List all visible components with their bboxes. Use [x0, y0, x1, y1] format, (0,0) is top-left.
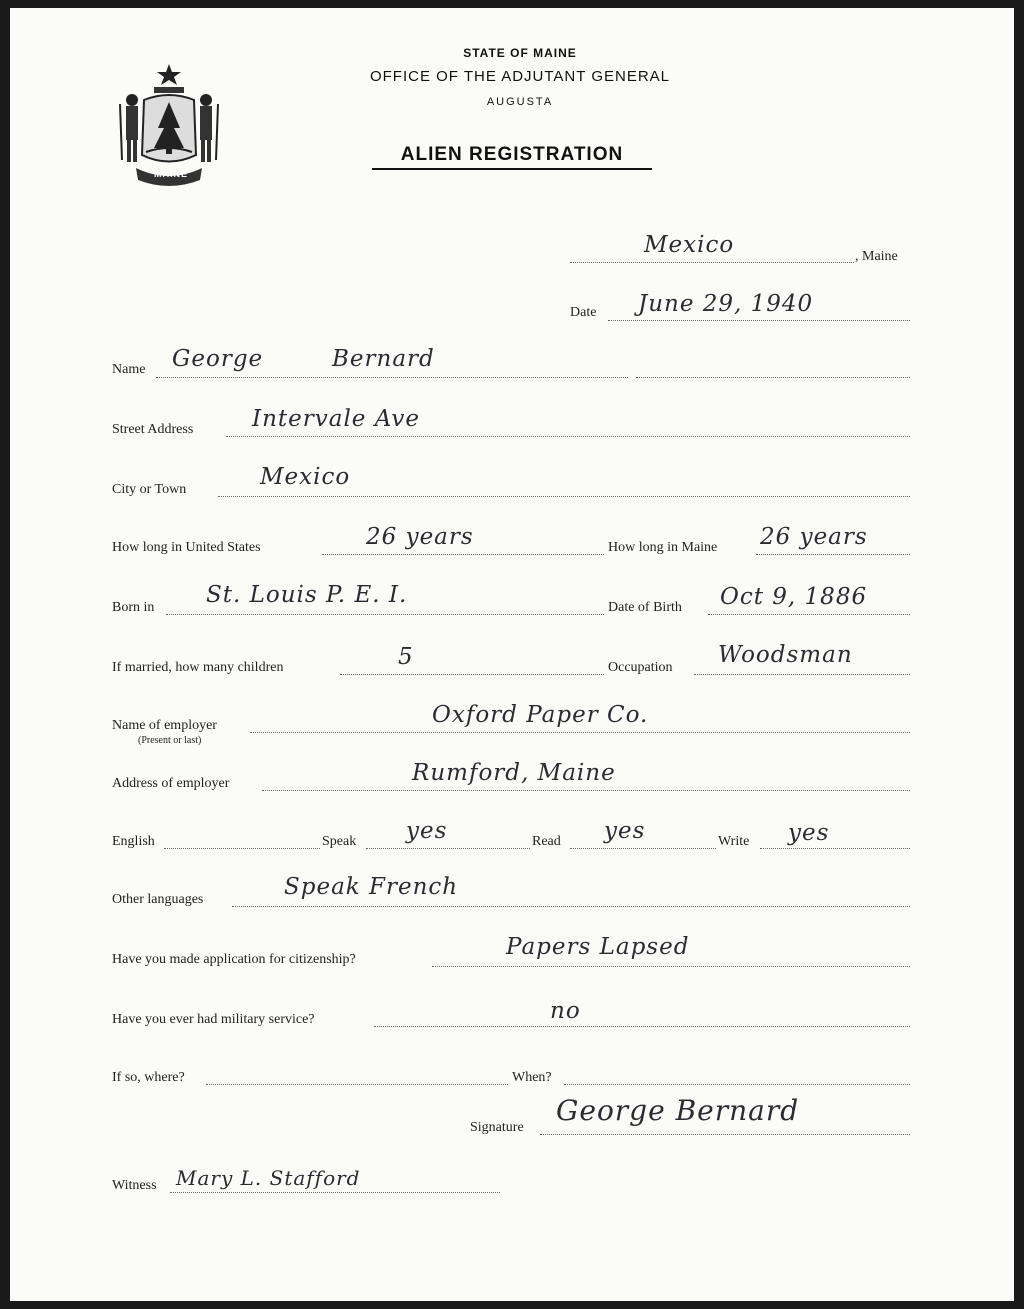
- header-state: STATE OF MAINE: [463, 46, 577, 60]
- street-value: Intervale Ave: [252, 406, 421, 432]
- last-name-value: Bernard: [332, 346, 435, 372]
- registration-form: [10, 8, 1014, 1301]
- date-of-birth-line: [708, 614, 910, 615]
- name-label: Name: [112, 362, 146, 377]
- how-long-maine-line: [756, 554, 910, 555]
- speak-value: yes: [406, 818, 448, 844]
- signature-line: [540, 1134, 910, 1135]
- children-value: 5: [398, 644, 414, 670]
- form-title: ALIEN REGISTRATION: [372, 144, 652, 170]
- employer-address-value: Rumford, Maine: [412, 760, 616, 786]
- occupation-label: Occupation: [608, 660, 673, 675]
- name-line-2: [636, 377, 910, 378]
- header-office: OFFICE OF THE ADJUTANT GENERAL: [369, 68, 671, 85]
- city-town-line: [218, 496, 910, 497]
- date-line: [608, 320, 910, 321]
- witness-value: Mary L. Stafford: [176, 1166, 361, 1190]
- citizenship-line: [432, 966, 910, 967]
- signature-label: Signature: [470, 1120, 524, 1135]
- citizenship-value: Papers Lapsed: [506, 934, 690, 960]
- header-city: AUGUSTA: [486, 96, 554, 108]
- speak-line: [366, 848, 530, 849]
- how-long-us-label: How long in United States: [112, 540, 261, 555]
- how-long-us-line: [322, 554, 604, 555]
- read-label: Read: [532, 834, 561, 849]
- how-long-maine-value: 26 years: [760, 524, 868, 550]
- employer-name-label: Name of employer: [112, 718, 217, 733]
- write-label: Write: [718, 834, 750, 849]
- military-label: Have you ever had military service?: [112, 1012, 315, 1027]
- city-town-label: City or Town: [112, 482, 187, 497]
- when-label: When?: [512, 1070, 552, 1085]
- witness-label: Witness: [112, 1178, 157, 1193]
- town-line: [570, 262, 854, 263]
- street-line: [226, 436, 910, 437]
- born-in-value: St. Louis P. E. I.: [206, 582, 408, 608]
- write-value: yes: [788, 820, 830, 846]
- witness-line: [170, 1192, 500, 1193]
- street-label: Street Address: [112, 422, 194, 437]
- read-value: yes: [604, 818, 646, 844]
- maine-label: , Maine: [855, 249, 898, 264]
- signature-value: George Bernard: [556, 1094, 800, 1127]
- children-label: If married, how many children: [112, 660, 284, 675]
- city-town-value: Mexico: [260, 464, 351, 490]
- employer-name-value: Oxford Paper Co.: [432, 702, 649, 728]
- how-long-us-value: 26 years: [366, 524, 474, 550]
- employer-name-note: (Present or last): [138, 735, 202, 746]
- employer-address-label: Address of employer: [112, 776, 230, 791]
- born-in-line: [166, 614, 604, 615]
- citizenship-label: Have you made application for citizenship?: [112, 952, 356, 967]
- seal-ribbon-text: MAINE: [154, 169, 188, 179]
- occupation-value: Woodsman: [718, 642, 853, 668]
- military-value: no: [550, 998, 581, 1024]
- children-line: [340, 674, 604, 675]
- read-line: [570, 848, 716, 849]
- first-name-value: George: [172, 346, 264, 372]
- speak-label: Speak: [322, 834, 357, 849]
- date-label: Date: [570, 305, 597, 320]
- date-value: June 29, 1940: [638, 291, 814, 317]
- other-languages-value: Speak French: [284, 874, 459, 900]
- write-line: [760, 848, 910, 849]
- how-long-maine-label: How long in Maine: [608, 540, 718, 555]
- other-languages-line: [232, 906, 910, 907]
- employer-address-line: [262, 790, 910, 791]
- born-in-label: Born in: [112, 600, 155, 615]
- english-label: English: [112, 834, 155, 849]
- if-so-where-line: [206, 1084, 508, 1085]
- name-line-1: [156, 377, 628, 378]
- date-of-birth-label: Date of Birth: [608, 600, 682, 615]
- employer-name-line: [250, 732, 910, 733]
- other-languages-label: Other languages: [112, 892, 204, 907]
- town-value: Mexico: [644, 232, 735, 258]
- military-line: [374, 1026, 910, 1027]
- date-of-birth-value: Oct 9, 1886: [720, 584, 868, 610]
- when-line: [564, 1084, 910, 1085]
- if-so-where-label: If so, where?: [112, 1070, 185, 1085]
- occupation-line: [694, 674, 910, 675]
- english-line: [164, 848, 320, 849]
